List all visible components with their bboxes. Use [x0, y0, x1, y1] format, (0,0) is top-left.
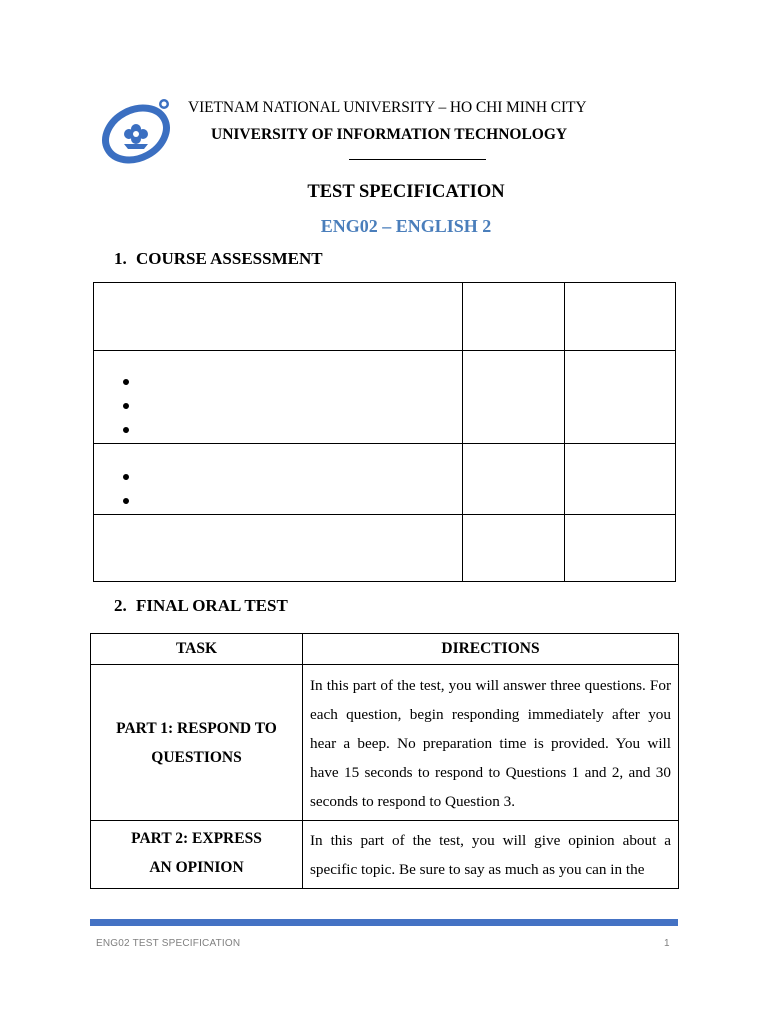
bullet-icon: [123, 403, 129, 409]
table-row: [94, 283, 676, 351]
table-cell: [463, 283, 565, 351]
column-header-directions: DIRECTIONS: [303, 634, 679, 665]
task-label: PART 1: RESPOND TO QUESTIONS: [116, 719, 277, 766]
table-row: [91, 665, 679, 821]
bullet-list: [94, 351, 462, 443]
table-cell: [463, 351, 565, 444]
uit-logo-icon: [100, 96, 180, 164]
course-assessment-table: [93, 282, 676, 582]
column-header-task: TASK: [91, 634, 303, 665]
faculty-name: UNIVERSITY OF INFORMATION TECHNOLOGY: [211, 126, 568, 143]
final-oral-test-table: [90, 633, 679, 889]
table-cell: [94, 515, 463, 582]
table-cell: [94, 444, 463, 515]
footer-text: ENG02 TEST SPECIFICATION: [96, 938, 241, 949]
section-heading-course-assessment: [114, 249, 323, 269]
task-label: PART 2: EXPRESS AN OPINION: [131, 830, 262, 876]
course-title: ENG02 – ENGLISH 2: [320, 216, 492, 236]
table-cell: [565, 515, 676, 582]
list-item: [94, 395, 462, 419]
directions-text: In this part of the test, you will give opinion about a specific topic. Be sure to say as much as you can in the: [310, 832, 671, 878]
table-row: [94, 351, 676, 444]
table-header-row: [91, 634, 679, 665]
table-cell: [565, 444, 676, 515]
table-cell: [94, 283, 463, 351]
bullet-icon: [123, 427, 129, 433]
section-heading-final-oral-test: [114, 596, 288, 616]
table-cell: [94, 351, 463, 444]
task-cell: [91, 665, 303, 821]
bullet-list: [94, 444, 462, 514]
list-item: [94, 490, 462, 514]
table-cell: [463, 515, 565, 582]
bullet-icon: [123, 498, 129, 504]
page-number: 1: [664, 938, 670, 949]
list-item: [94, 466, 462, 490]
section-label: FINAL ORAL TEST: [136, 596, 288, 615]
table-cell: [463, 444, 565, 515]
section-number: 2.: [114, 596, 127, 615]
footer-bar: [90, 919, 678, 926]
directions-cell: [303, 821, 679, 889]
bullet-icon: [123, 474, 129, 480]
header-divider: [349, 159, 486, 160]
directions-cell: In this part of the test, you will answer three questions. For each question, begin responding immediately after you hear a beep. No preparation time is provided. You will have 15 seconds to respond to Questions 1 and 2, and 30 seconds to respond to Question 3.: [303, 665, 679, 821]
table-cell: [565, 351, 676, 444]
bullet-icon: [123, 379, 129, 385]
document-title: TEST SPECIFICATION: [307, 182, 505, 202]
university-name: VIETNAM NATIONAL UNIVERSITY – HO CHI MINH CITY: [188, 99, 587, 116]
section-number: 1.: [114, 249, 127, 268]
table-cell: [565, 283, 676, 351]
table-row: [91, 821, 679, 889]
list-item: [94, 419, 462, 443]
table-row: [94, 515, 676, 582]
task-cell: [91, 821, 303, 889]
table-row: [94, 444, 676, 515]
list-item: [94, 371, 462, 395]
section-label: COURSE ASSESSMENT: [136, 249, 323, 268]
